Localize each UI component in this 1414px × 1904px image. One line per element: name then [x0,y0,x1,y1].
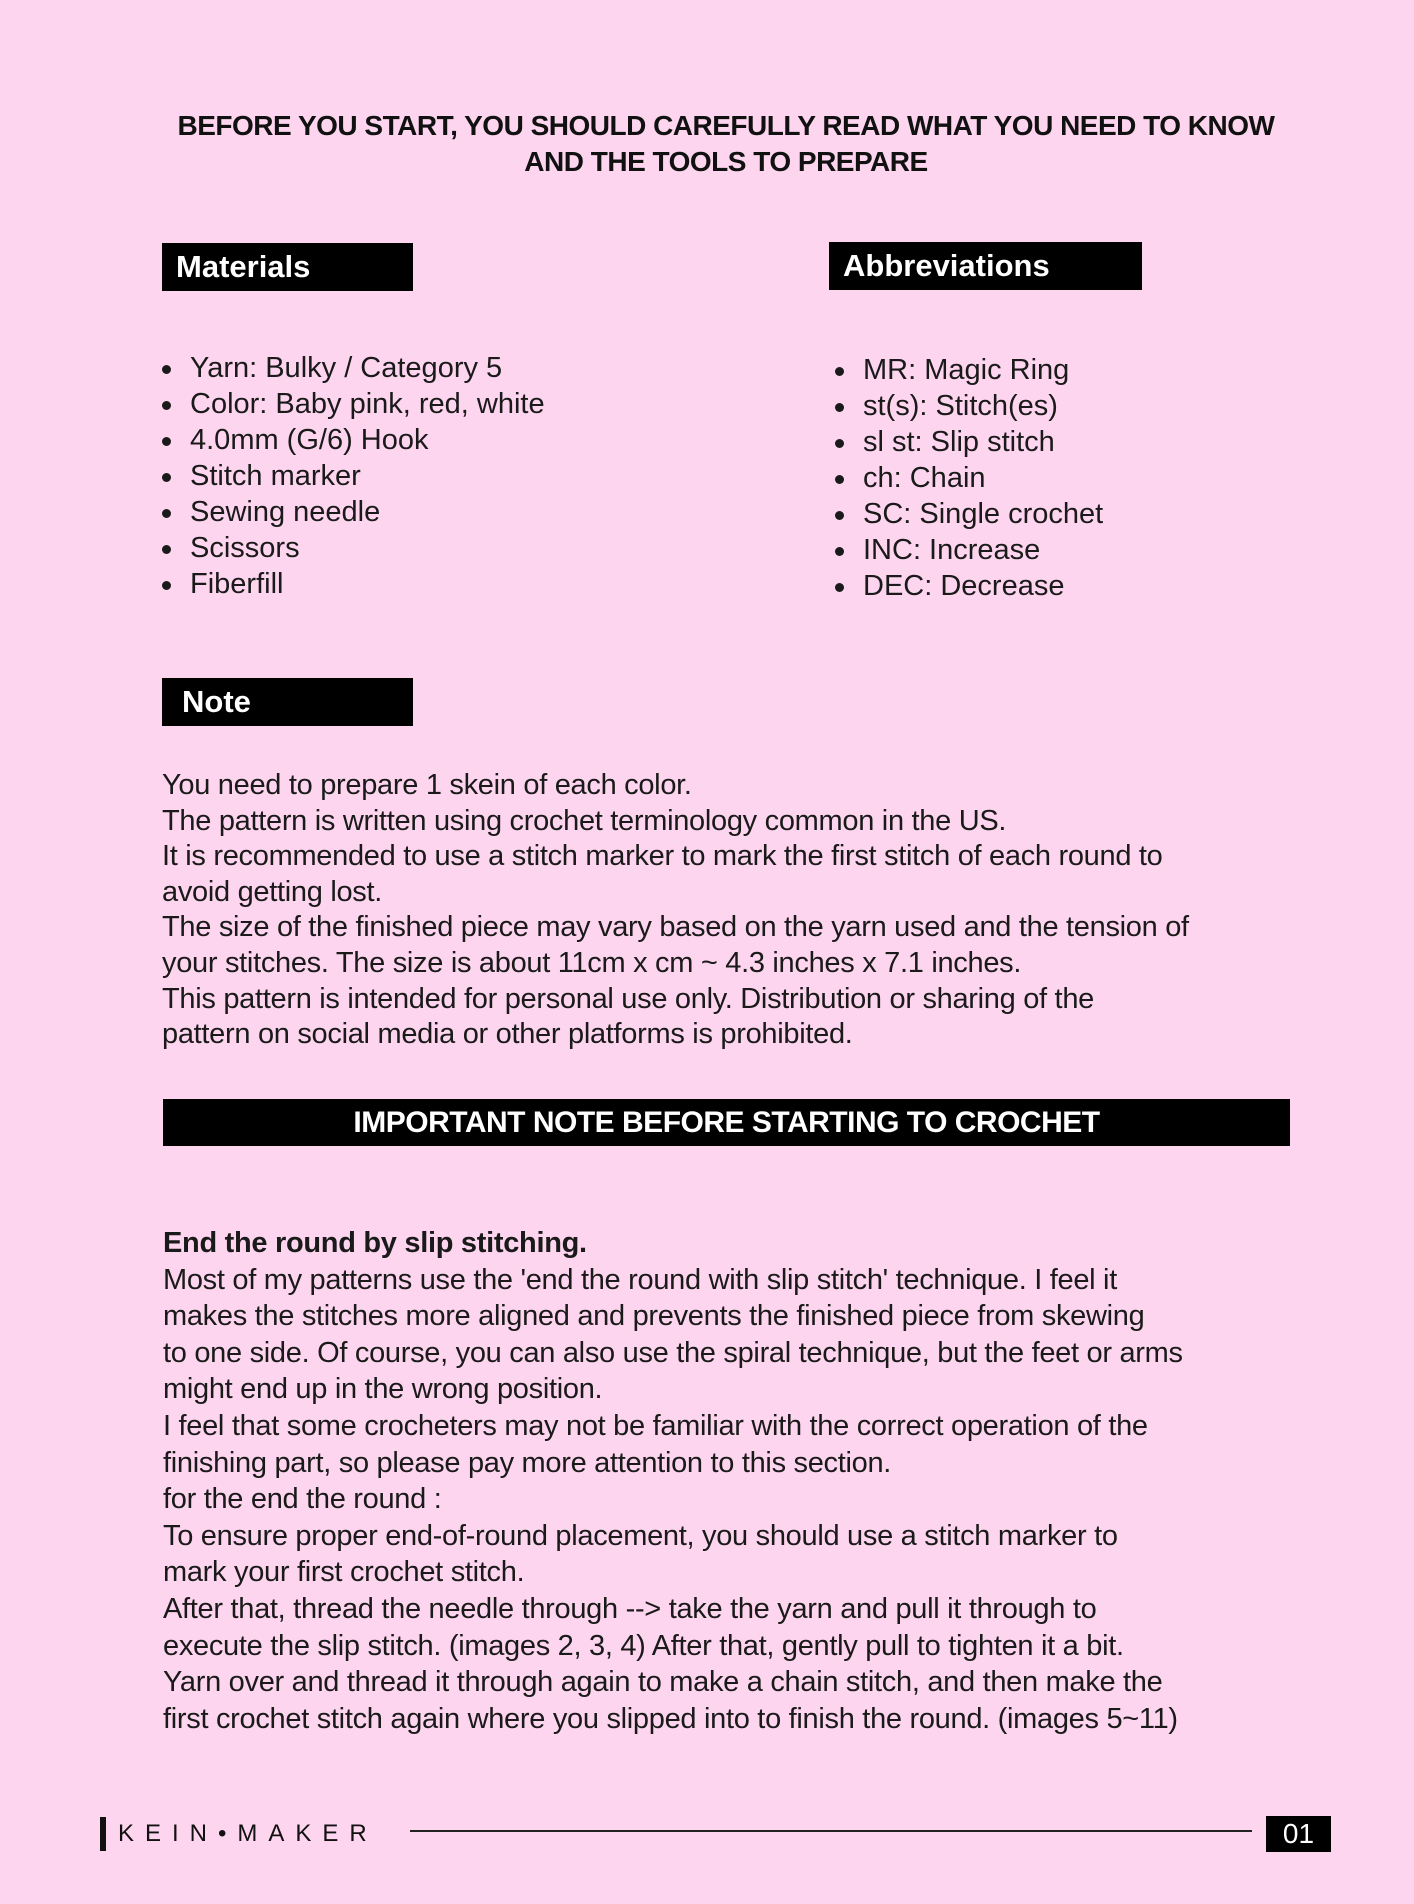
materials-list-item: Color: Baby pink, red, white [162,386,545,422]
materials-list-item: Stitch marker [162,458,545,494]
materials-heading: Materials [162,243,413,291]
important-line: for the end the round : [163,1483,442,1516]
important-line: might end up in the wrong position. [163,1373,603,1406]
note-line: avoid getting lost. [162,875,382,908]
note-line: You need to prepare 1 skein of each color. [162,769,692,801]
important-line: to one side. Of course, you can also use the spiral technique, but the feet or arms [163,1336,1183,1369]
important-line: execute the slip stitch. (images 2, 3, 4) After that, gently pull to tighten it a bit. [163,1629,1124,1662]
materials-list-item: 4.0mm (G/6) Hook [162,422,545,458]
important-line: finishing part, so please pay more attention to this section. [163,1446,892,1479]
note-line: The pattern is written using crochet terminology common in the US. [162,804,1007,837]
footer-divider [410,1830,1252,1832]
important-line: first crochet stitch again where you slipped into to finish the round. (images 5~11) [163,1702,1178,1735]
note-line: pattern on social media or other platforms is prohibited. [162,1018,853,1051]
important-line: To ensure proper end-of-round placement, you should use a stitch marker to [163,1519,1118,1552]
note-line: your stitches. The size is about 11cm x cm ~ 4.3 inches x 7.1 inches. [162,946,1022,979]
brand-name: KEIN•MAKER [118,1820,378,1847]
abbreviations-heading: Abbreviations [829,242,1142,290]
materials-list-item: Yarn: Bulky / Category 5 [162,350,545,386]
materials-list-item: Scissors [162,530,545,566]
page-title [150,108,1302,180]
note-line: The size of the finished piece may vary based on the yarn used and the tension of [162,911,1189,944]
important-line: Yarn over and thread it through again to make a chain stitch, and then make the [163,1666,1163,1699]
important-note-heading: IMPORTANT NOTE BEFORE STARTING TO CROCHET [163,1099,1290,1146]
abbreviations-list-item: sl st: Slip stitch [835,424,1103,460]
abbreviations-list-item: MR: Magic Ring [835,352,1103,388]
materials-list-item: Sewing needle [162,494,545,530]
important-note-body [163,1225,1303,1737]
important-subheading: End the round by slip stitching. [163,1227,587,1259]
abbreviations-list-item: DEC: Decrease [835,568,1103,604]
note-line: It is recommended to use a stitch marker to mark the first stitch of each round to [162,840,1163,873]
abbreviations-list-item: INC: Increase [835,532,1103,568]
page-title-line-2: AND THE TOOLS TO PREPARE [524,146,928,177]
important-line: mark your first crochet stitch. [163,1556,525,1589]
important-line: I feel that some crocheters may not be familiar with the correct operation of the [163,1409,1148,1442]
materials-list-item: Fiberfill [162,566,545,602]
materials-list [162,350,545,602]
abbreviations-list [835,352,1103,604]
page-number: 01 [1266,1816,1331,1852]
note-line: This pattern is intended for personal use only. Distribution or sharing of the [162,982,1094,1015]
abbreviations-list-item: st(s): Stitch(es) [835,388,1103,424]
note-text [162,768,1282,1053]
footer-accent-bar [100,1817,106,1851]
important-line: makes the stitches more aligned and prevents the finished piece from skewing [163,1300,1145,1333]
important-line: Most of my patterns use the 'end the round with slip stitch' technique. I feel it [163,1263,1117,1296]
abbreviations-list-item: SC: Single crochet [835,496,1103,532]
note-heading: Note [162,678,413,726]
page-title-line-1: BEFORE YOU START, YOU SHOULD CAREFULLY READ WHAT YOU NEED TO KNOW [177,110,1275,141]
important-line: After that, thread the needle through --> take the yarn and pull it through to [163,1592,1097,1625]
abbreviations-list-item: ch: Chain [835,460,1103,496]
